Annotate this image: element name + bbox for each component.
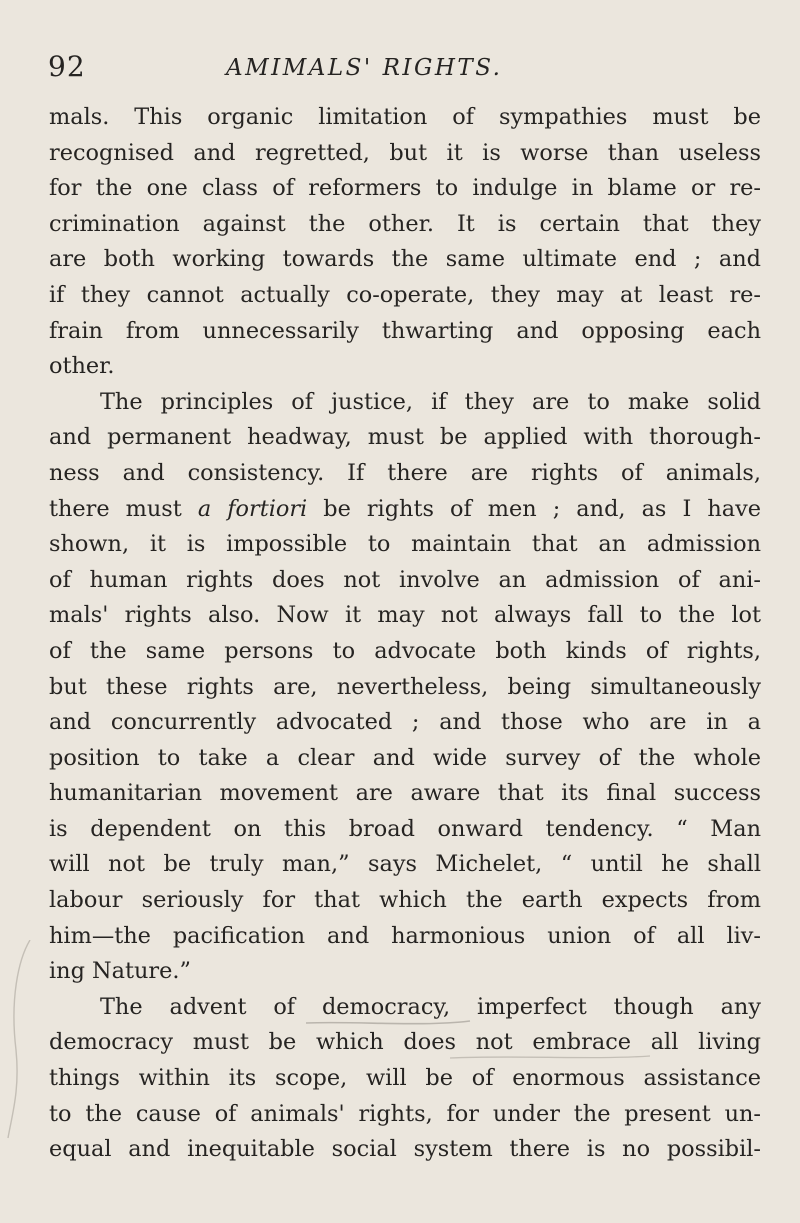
page-header <box>48 50 760 90</box>
text-line: other. <box>49 353 115 380</box>
text-line: position to take a clear and wide survey of the whole <box>49 744 761 771</box>
text-line: mals. This organic limitation of sympathies must be <box>49 104 761 130</box>
text-line: democracy must be which does not embrace all living <box>49 1029 761 1056</box>
running-title: AMIMALS' RIGHTS. <box>226 55 503 81</box>
text-line: if they cannot actually co-operate, they may at least re- <box>49 281 761 308</box>
text-line: frain from unnecessarily thwarting and opposing each <box>49 317 761 344</box>
text-line: mals' rights also. Now it may not always fall to the lot <box>49 602 761 629</box>
page-number: 92 <box>48 50 86 83</box>
text-line: ing Nature.” <box>49 958 191 985</box>
text-line: ness and consistency. If there are rights of animals, <box>49 459 761 486</box>
text-line: will not be truly man,” says Michelet, “ until he shall <box>49 851 761 878</box>
text-line: of the same persons to advocate both kinds of rights, <box>49 637 761 664</box>
text-line: The advent of democracy, imperfect though any <box>100 993 761 1020</box>
text-line: crimination against the other. It is certain that they <box>49 210 761 237</box>
text-line: to the cause of animals' rights, for under the present un- <box>49 1100 761 1127</box>
text-line: and concurrently advocated ; and those who are in a <box>49 709 761 736</box>
text-line: humanitarian movement are aware that its final success <box>49 780 761 807</box>
page-body-text <box>49 100 761 1168</box>
text-line: things within its scope, will be of enormous assistance <box>49 1065 761 1092</box>
text-line: and permanent headway, must be applied with thorough- <box>49 424 761 451</box>
text-line <box>49 492 761 528</box>
text-line: labour seriously for that which the earth expects from <box>49 887 761 914</box>
text-segment: there must <box>49 495 198 522</box>
text-line: for the one class of reformers to indulge in blame or re- <box>49 175 761 202</box>
text-line: are both working towards the same ultimate end ; and <box>49 246 761 273</box>
text-line: is dependent on this broad onward tendency. “ Man <box>49 815 761 842</box>
text-segment: be rights of men ; and, as I have <box>307 495 761 522</box>
text-line: but these rights are, nevertheless, being simultaneously <box>49 673 761 700</box>
italic-phrase: a fortiori <box>197 495 308 522</box>
text-line: of human rights does not involve an admission of ani- <box>49 566 761 593</box>
text-line: him—the pacification and harmonious union of all liv- <box>49 922 761 949</box>
text-line: recognised and regretted, but it is worse than useless <box>49 139 761 166</box>
text-line: equal and inequitable social system there is no possibil- <box>49 1136 761 1163</box>
text-line: shown, it is impossible to maintain that an admission <box>49 531 761 558</box>
text-line: The principles of justice, if they are to make solid <box>100 388 761 415</box>
